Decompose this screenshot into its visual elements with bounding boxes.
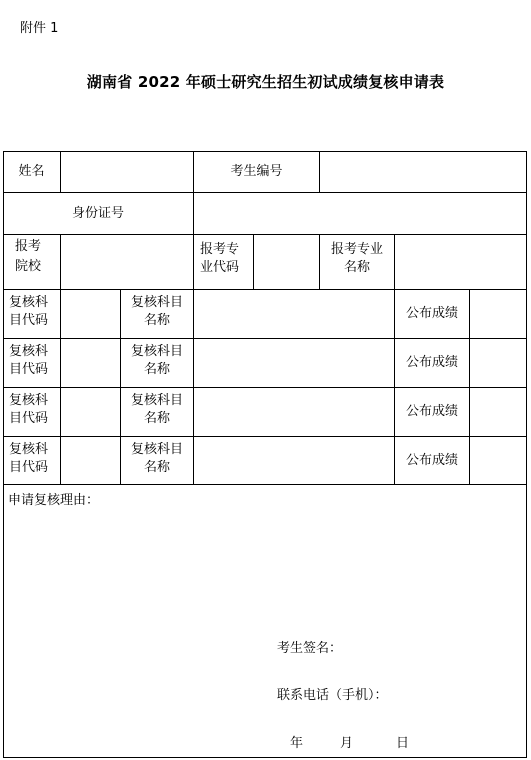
major-code-label-line1: 报考专 — [200, 242, 240, 257]
published-score-label: 公布成绩 — [405, 404, 458, 419]
subject-code-label-line2: 目代码 — [9, 313, 49, 328]
major-code-label — [194, 235, 253, 289]
date-year-label: 年 — [290, 736, 304, 751]
name-label: 姓名 — [18, 163, 45, 179]
major-name-label-line1: 报考专业 — [330, 242, 383, 257]
subject-code-label — [3, 290, 60, 338]
subject-code-label-line2: 目代码 — [9, 362, 49, 377]
published-score-field[interactable] — [470, 388, 526, 436]
exam-number-field[interactable] — [320, 152, 526, 192]
major-name-field[interactable] — [395, 235, 526, 289]
subject-name-label — [121, 388, 193, 436]
subject-name-label — [121, 437, 193, 484]
subject-name-field[interactable] — [194, 437, 394, 484]
subject-code-field[interactable] — [61, 437, 120, 484]
subject-name-label-line2: 名称 — [143, 460, 170, 475]
major-code-label-line2: 业代码 — [200, 260, 240, 275]
subject-name-label-line2: 名称 — [143, 362, 170, 377]
subject-code-label — [3, 437, 60, 484]
id-number-field[interactable] — [194, 193, 526, 234]
subject-name-label-line2: 名称 — [143, 313, 170, 328]
published-score-field[interactable] — [470, 437, 526, 484]
published-score-field[interactable] — [470, 339, 526, 387]
reason-text-area[interactable] — [4, 511, 526, 631]
phone-label: 联系电话（手机）： — [277, 688, 388, 703]
published-score-label: 公布成绩 — [405, 355, 458, 370]
table-border-bottom — [3, 757, 527, 758]
subject-name-label-line2: 名称 — [143, 411, 170, 426]
table-border-right — [526, 151, 527, 758]
subject-name-field[interactable] — [194, 339, 394, 387]
application-form-table — [3, 151, 527, 758]
school-label — [3, 235, 60, 289]
subject-code-label-line1: 复核科 — [9, 393, 49, 408]
published-score-label: 公布成绩 — [405, 306, 458, 321]
subject-name-field[interactable] — [194, 290, 394, 338]
subject-code-label — [3, 339, 60, 387]
published-score-label: 公布成绩 — [405, 452, 458, 468]
subject-code-label — [3, 388, 60, 436]
published-score-field[interactable] — [470, 290, 526, 338]
subject-name-label-line1: 复核科目 — [130, 442, 183, 457]
subject-code-field[interactable] — [61, 339, 120, 387]
subject-code-label-line1: 复核科 — [9, 442, 49, 457]
school-field[interactable] — [61, 235, 193, 289]
exam-number-label: 考生编号 — [230, 163, 283, 179]
subject-name-label-line1: 复核科目 — [130, 393, 183, 408]
subject-code-field[interactable] — [61, 290, 120, 338]
date-month-label: 月 — [340, 736, 354, 751]
reason-label: 申请复核理由： — [8, 493, 100, 508]
row-divider — [3, 484, 527, 485]
school-label-line2: 院校 — [15, 259, 42, 274]
subject-name-label-line1: 复核科目 — [130, 344, 183, 359]
subject-name-field[interactable] — [194, 388, 394, 436]
school-label-line1: 报考 — [15, 239, 42, 254]
subject-name-label — [121, 339, 193, 387]
subject-name-label-line1: 复核科目 — [130, 295, 183, 310]
subject-name-label — [121, 290, 193, 338]
major-code-field[interactable] — [254, 235, 319, 289]
id-number-label: 身份证号 — [71, 205, 124, 221]
subject-code-label-line1: 复核科 — [9, 295, 49, 310]
signature-label: 考生签名： — [277, 641, 343, 656]
attachment-label: 附件 1 — [20, 21, 59, 36]
date-day-label: 日 — [396, 736, 410, 751]
major-name-label — [320, 235, 394, 289]
subject-code-field[interactable] — [61, 388, 120, 436]
subject-code-label-line1: 复核科 — [9, 344, 49, 359]
subject-code-label-line2: 目代码 — [9, 411, 49, 426]
major-name-label-line2: 名称 — [343, 260, 370, 275]
subject-code-label-line2: 目代码 — [9, 460, 49, 475]
name-field[interactable] — [61, 152, 193, 192]
form-title: 湖南省 2022 年硕士研究生招生初试成绩复核申请表 — [86, 73, 445, 91]
